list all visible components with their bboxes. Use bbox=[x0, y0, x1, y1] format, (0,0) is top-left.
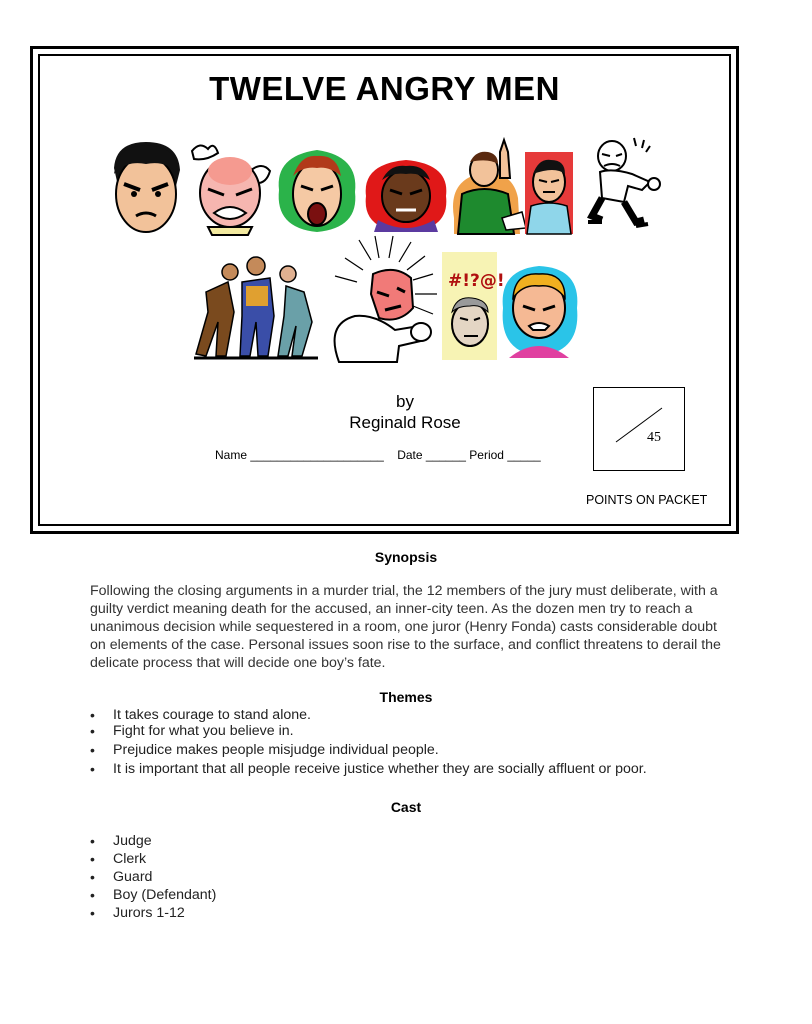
man-pointing-finger-icon bbox=[448, 138, 528, 236]
header-inner-frame bbox=[38, 54, 731, 526]
by-label: by bbox=[396, 392, 414, 411]
period-label: Period bbox=[469, 448, 504, 462]
list-item: • Guard bbox=[90, 868, 216, 886]
header-frame bbox=[30, 46, 739, 534]
period-blank[interactable]: _____ bbox=[507, 448, 541, 462]
list-item: • It is important that all people receive justice whether they are socially affluent or poor. bbox=[90, 761, 647, 777]
points-value: 45 bbox=[647, 430, 661, 445]
author-name: Reginald Rose bbox=[349, 413, 461, 432]
themes-heading: Themes bbox=[379, 689, 433, 705]
themes-list bbox=[90, 707, 647, 777]
synopsis-heading: Synopsis bbox=[374, 549, 438, 565]
cast-list bbox=[90, 832, 216, 922]
curse-symbols: #!?@! bbox=[448, 271, 505, 291]
name-label: Name bbox=[215, 448, 248, 462]
page-title: TWELVE ANGRY MEN bbox=[209, 70, 560, 107]
cast-heading: Cast bbox=[390, 799, 422, 815]
angry-boy-cyan-icon bbox=[499, 262, 581, 360]
list-item: • It takes courage to stand alone. bbox=[90, 707, 647, 723]
points-box bbox=[593, 387, 685, 471]
list-item: • Fight for what you believe in. bbox=[90, 723, 647, 739]
man-blue-shirt-icon bbox=[525, 152, 573, 234]
running-angry-man-icon bbox=[588, 136, 670, 236]
fraction-slash-icon bbox=[594, 388, 684, 470]
student-info-line bbox=[215, 448, 541, 462]
cursing-man-symbols-icon bbox=[442, 252, 505, 360]
list-item: • Boy (Defendant) bbox=[90, 886, 216, 904]
date-blank[interactable]: ______ bbox=[425, 448, 466, 462]
byline bbox=[320, 391, 490, 433]
points-label: POINTS ON PACKET bbox=[586, 493, 708, 507]
list-item: • Jurors 1-12 bbox=[90, 904, 216, 922]
date-label: Date bbox=[397, 448, 423, 462]
list-item: • Judge bbox=[90, 832, 216, 850]
name-blank[interactable]: ____________________ bbox=[250, 448, 384, 462]
shouting-man-green-icon bbox=[275, 146, 360, 234]
furious-man-shaking-fist-icon bbox=[315, 234, 445, 362]
steaming-angry-face-icon bbox=[188, 141, 273, 236]
list-item: • Clerk bbox=[90, 850, 216, 868]
three-men-arguing-icon bbox=[192, 252, 322, 362]
list-item: • Prejudice makes people misjudge individual people. bbox=[90, 742, 647, 758]
synopsis-text: Following the closing arguments in a murder trial, the 12 members of the jury must deliberate, with a guilty verdict meaning death for the accused, an inner-city teen. As the dozen men try to reach a unanimous decision while sequestered in a room, one juror (Henry Fonda) casts considerable doubt on elements of the case. Personal issues soon rise to the surface, and conflict threatens to derail the delicate process that will decide one boy’s fate. bbox=[90, 583, 721, 671]
angry-man-red-background-icon bbox=[362, 156, 450, 234]
angry-man-dark-hair-icon bbox=[106, 138, 186, 238]
